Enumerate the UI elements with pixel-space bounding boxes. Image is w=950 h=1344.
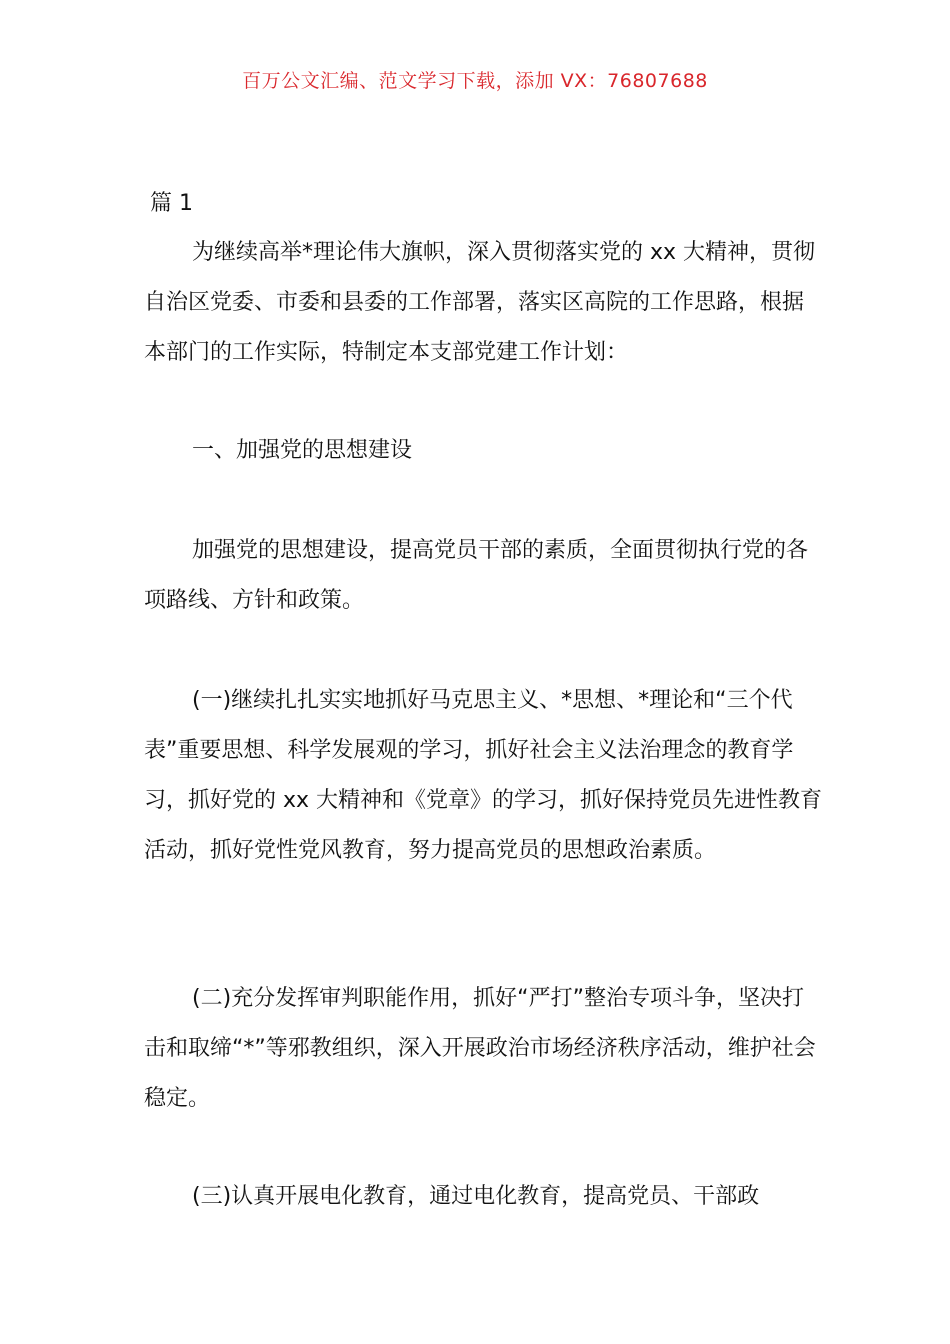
intro-paragraph: 为继续高举*理论伟大旗帜，深入贯彻落实党的 xx 大精神，贯彻自治区党委、市委和县委的工作部署，落实区高院的工作思路，根据本部门的工作实际，特制定本支部党建工作计划： [144,240,816,365]
body-paragraph: (二)充分发挥审判职能作用，抓好“严打”整治专项斗争，坚决打击和取缔“*”等邪教组织，深入开展政治市场经济秩序活动，维护社会稳定。 [144,986,816,1111]
section-heading: 一、加强党的思想建设 [192,438,413,463]
section-label: 篇 1 [150,191,193,216]
body-paragraph: (三)认真开展电化教育，通过电化教育，提高党员、干部政 [192,1184,760,1209]
header-watermark-text: 百万公文汇编、范文学习下载，添加 VX：76807688 [242,70,708,92]
body-paragraph: (一)继续扎扎实实地抓好马克思主义、*思想、*理论和“三个代表”重要思想、科学发展观的学习，抓好社会主义法治理念的教育学习，抓好党的 xx 大精神和《党章》的学习，抓好保持党员先进性教育活动，抓好党性党风教育，努力提高党员的思想政治素质。 [144,688,823,863]
body-paragraph: 加强党的思想建设，提高党员干部的素质，全面贯彻执行党的各项路线、方针和政策。 [144,538,809,613]
